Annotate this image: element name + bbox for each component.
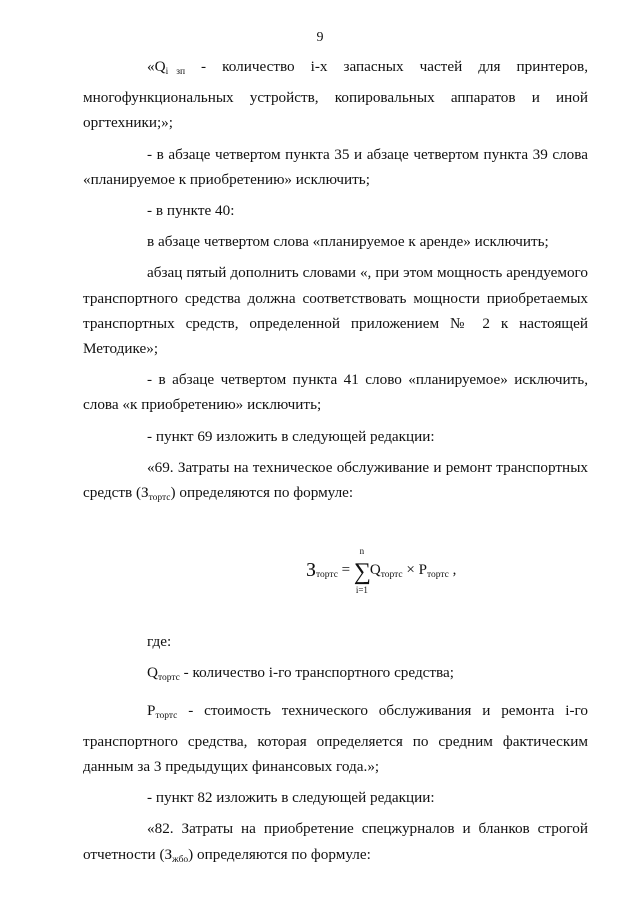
paragraph-item-40-a5: абзац пятый дополнить словами «, при этом мощность арендуемого транспортного средства должна соответствовать мощности приобретаемых транспортных средств, определенной приложением № 2 к настоящей Методике»; <box>83 264 588 358</box>
paragraph-item-40: - в пункте 40: <box>147 202 235 220</box>
page-number: 9 <box>316 30 324 45</box>
paragraph-item-69-intro: - пункт 69 изложить в следующей редакции: <box>147 427 435 445</box>
paragraph-q-definition: $Q_{тортс}$ - количество i-го транспортного средства; <box>147 664 454 684</box>
paragraph-item-41: - в абзаце четвертом пункта 41 слово «планируемое» исключить, слова «к приобретению» исключить; <box>83 371 588 414</box>
paragraph-q-spare-parts: «$Q_i$ $_{зп}$ - количество i-х запасных частей для принтеров, многофункциональных устройств, копировальных аппаратов и иной оргтехники;»; <box>83 58 588 132</box>
formula-tortс <box>0 519 640 615</box>
paragraph-item-82-intro: - пункт 82 изложить в следующей редакции: <box>147 789 435 807</box>
sum-operator: n ∑ i=1 <box>353 546 371 596</box>
paragraph-item-40-a4: в абзаце четвертом слова «планируемое к аренде» исключить; <box>147 233 549 251</box>
document-body <box>0 54 640 873</box>
paragraph-where: где: <box>147 633 172 651</box>
paragraph-p-definition: $P_{тортс}$ - стоимость технического обслуживания и ремонта i-го транспортного средства, которая определяется по средним фактическим данным за 3 предыдущих финансовых года.»; <box>83 701 588 776</box>
paragraph-items-35-39: - в абзаце четвертом пункта 35 и абзаце четвертом пункта 39 слова «планируемое к приобретению» исключить; <box>83 145 588 188</box>
formula-expression: $З_{тортс}$ = n ∑ i=1 $Q_{тортс} \times P_{тортс}$ , <box>306 546 457 596</box>
paragraph-item-82: «82. Затраты на приобретение спецжурналов и бланков строгой отчетности $(З_{жбо})$ определяются по формуле: <box>83 820 588 865</box>
paragraph-item-69: «69. Затраты на техническое обслуживание и ремонт транспортных средств $(З_{тортс})$ определяются по формуле: <box>83 458 588 504</box>
